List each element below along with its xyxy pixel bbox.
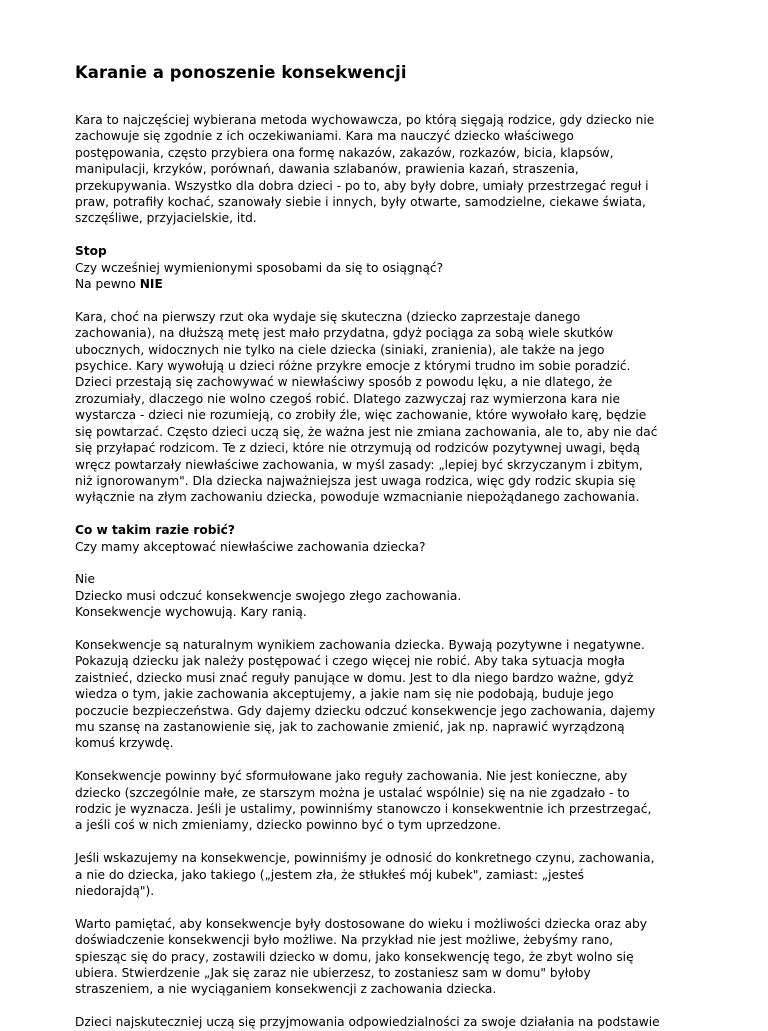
paragraph-co-robic [75,522,708,555]
text-line: ubiera. Stwierdzenie „Jak się zaraz nie ubierzesz, to zostaniesz sam w domu" byłoby [75,966,591,980]
document-title: Karanie a ponoszenie konsekwencji [75,63,407,82]
paragraph-konsekwencje [75,637,708,752]
text-line: Pokazują dziecku jak należy postępować i czego więcej nie robić. Aby taka sytuacja mogła [75,654,625,669]
text-line: Nie [75,572,96,587]
text-line: Konsekwencje wychowują. Kary ranią. [75,605,307,620]
text-line: Czy mamy akceptować niewłaściwe zachowania dziecka? [75,539,426,554]
text-line: wystarcza - dzieci nie rozumieją, co zrobiły źle, więc zachowanie, które wywołało karę, będzie [75,408,647,423]
text-line [75,276,708,292]
paragraph-reguly [75,768,708,834]
text-line: Konsekwencje powinny być sformułowane jako reguły zachowania. Nie jest konieczne, aby [75,769,628,784]
paragraph-kara [75,309,708,506]
text-line: zrozumiały, dlaczego nie wolno czegoś robić. Dlatego zazwyczaj raz wymierzona kara nie [75,391,620,406]
section-heading-stop: Stop [75,244,107,259]
text-line: zachowania), na dłuższą metę jest mało przydatna, gdyż pociąga za sobą wiele skutków [75,326,614,341]
text-line: rodzic je wyznacza. Jeśli je ustalimy, powinniśmy stanowczo i konsekwentnie ich przestrzegać, [75,801,652,816]
text-line: zachowuje się zgodnie z ich oczekiwaniami. Kara ma nauczyć dziecko właściwego [75,129,574,144]
paragraph-nie [75,571,708,620]
text-line: się powtarzać. Często dzieci uczą się, że ważna jest nie zmiana zachowania, ale to, aby nie dać [75,424,658,439]
text-line: spiesząc się do pracy, zostawili dziecko w domu, jako konsekwencję tego, że zbyt wolno się [75,949,634,964]
emphasis-nie: NIE [139,277,163,292]
paragraph-czyn [75,850,708,899]
text-line: poczucie bezpieczeństwa. Gdy dajemy dziecku odczuć konsekwencje jego zachowania, dajemy [75,703,656,718]
paragraph-odpowiedzialnosc [75,1014,708,1030]
text-line: Dzieci najskuteczniej uczą się przyjmowania odpowiedzialności za swoje działania na podstawie [75,1015,660,1030]
text-fragment: Na pewno [75,277,140,292]
text-line: psychice. Kary wywołują u dzieci różne przykre emocje z którymi trudno im sobie poradzić. [75,359,631,374]
text-line: zaistnieć, dziecko musi znać reguły panujące w domu. Jest to dla niego bardzo ważne, gdyż [75,670,634,685]
text-line: Konsekwencje są naturalnym wynikiem zachowania dziecka. Bywają pozytywne i negatywne. [75,637,645,652]
text-line: Dzieci przestają się zachowywać w niewłaściwy sposób z powodu lęku, a nie dlatego, że [75,375,613,390]
paragraph-intro [75,112,708,227]
paragraph-stop [75,243,708,292]
paragraph-wiek [75,916,708,998]
text-line: komuś krzywdę. [75,736,174,751]
text-line: Warto pamiętać, aby konsekwencje były dostosowane do wieku i możliwości dziecka oraz aby [75,916,648,931]
text-line: doświadczenie konsekwencji było możliwe. Na przykład nie jest możliwe, żebyśmy rano, [75,933,614,948]
text-line: straszeniem, a nie wyciąganiem konsekwencji z zachowania dziecka. [75,982,497,997]
text-line: a nie do dziecka, jako takiego („jestem zła, że stłukłeś mój kubek", zamiast: „jesteś [75,867,584,882]
text-line: niedorajdą"). [75,883,155,898]
text-line: Dziecko musi odczuć konsekwencje swojego złego zachowania. [75,588,462,603]
text-line: Kara, choć na pierwszy rzut oka wydaje się skuteczna (dziecko zaprzestaje danego [75,309,581,324]
text-line: przekupywania. Wszystko dla dobra dzieci - po to, aby były dobre, umiały przestrzegać reguł i [75,178,649,193]
text-line: szczęśliwe, przyjacielskie, itd. [75,211,257,226]
text-line: Kara to najczęściej wybierana metoda wychowawcza, po którą sięgają rodzice, gdy dziecko nie [75,113,655,127]
text-line: postępowania, często przybiera ona formę nakazów, zakazów, rozkazów, bicia, klapsów, [75,145,614,160]
text-line: mu szansę na zastanowienie się, jak to zachowanie zmienić, jak np. naprawić wyrządzoną [75,719,625,734]
text-line: a jeśli coś w nich zmieniamy, dziecko powinno być o tym uprzedzone. [75,818,502,833]
text-line: Jeśli wskazujemy na konsekwencje, powinniśmy je odnosić do konkretnego czynu, zachowania, [75,851,655,866]
text-line: Czy wcześniej wymienionymi sposobami da się to osiągnąć? [75,260,444,275]
text-line: niż ignorowanym". Dla dziecka najważniejsza jest uwaga rodzica, więc gdy rodzic skupia się [75,473,636,488]
text-line: wiedza o tym, jakie zachowania akceptujemy, a jakie nam się nie podobają, buduje jego [75,687,614,702]
text-line: wręcz powtarzały niewłaściwe zachowania, w myśl zasady: „lepiej być skrzyczanym i zbitym, [75,457,643,472]
text-line: ubocznych, widocznych nie tylko na ciele dziecka (siniaki, zranienia), ale także na jego [75,342,605,357]
section-heading-co-robic: Co w takim razie robić? [75,523,235,538]
text-line: dziecko (szczególnie małe, ze starszym można je ustalać wspólnie) się na nie zgadzało - to [75,785,630,800]
text-line: wyłącznie na złym zachowaniu dziecka, powoduje wzmacnianie niepożądanego zachowania. [75,490,640,505]
text-line: praw, potrafiły kochać, szanowały siebie i innych, były otwarte, samodzielne, ciekawe świata, [75,195,646,210]
text-line: się przyłapać rodzicom. Te z dzieci, które nie otrzymują od rodziców pozytywnej uwagi, będą [75,441,641,456]
text-line: manipulacji, krzyków, porównań, dawania szlabanów, prawienia kazań, straszenia, [75,162,579,177]
